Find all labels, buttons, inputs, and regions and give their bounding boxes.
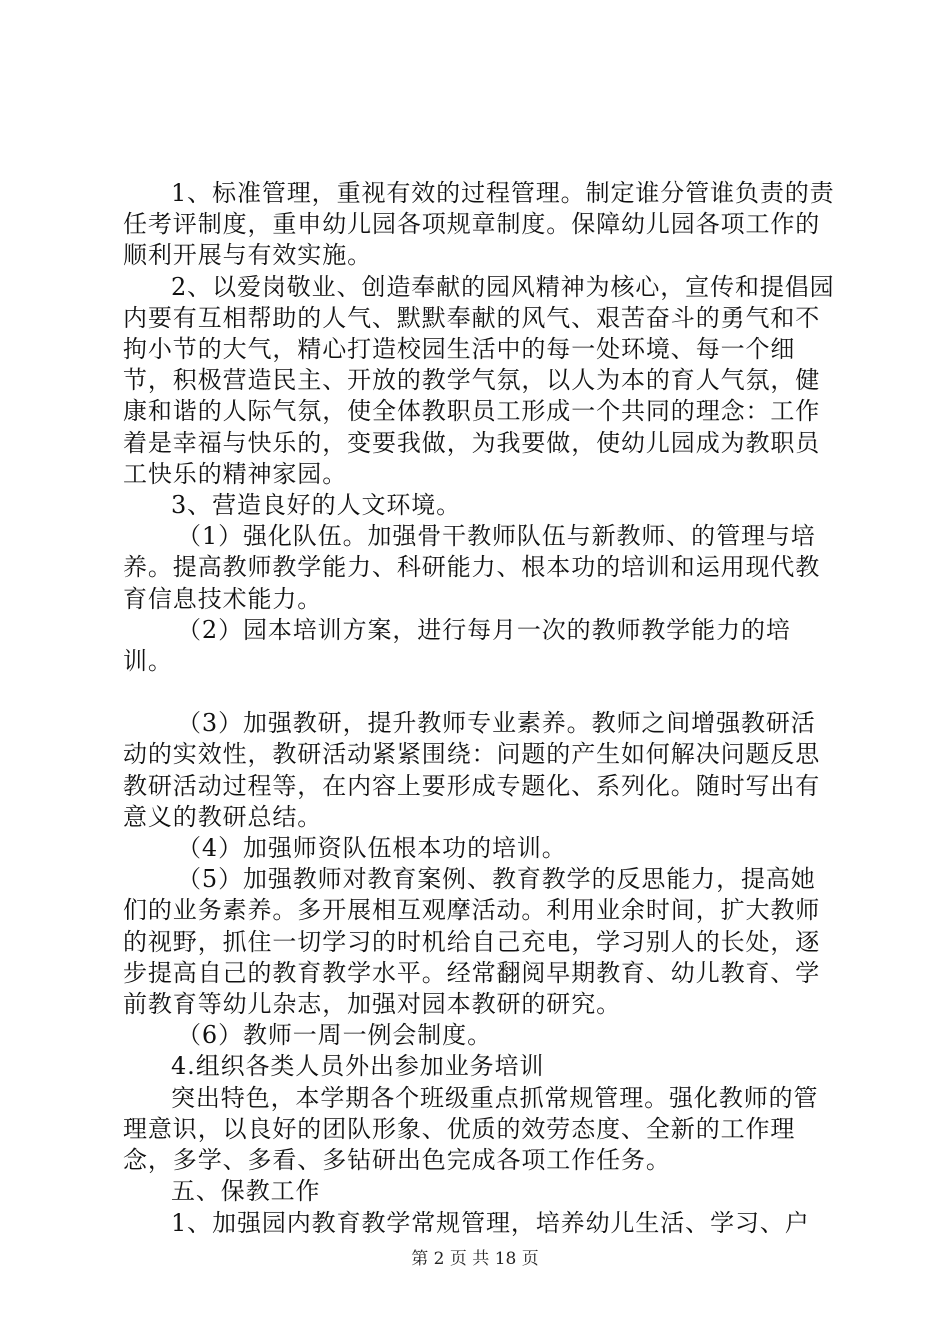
document-body (123, 178, 835, 1239)
paragraph-item-4: （4）加强师资队伍根本功的培训。 (177, 834, 567, 863)
paragraph-external-training: 4.组织各类人员外出参加业务培训 (171, 1052, 545, 1081)
paragraph-standard-management: 1、标准管理，重视有效的过程管理。制定谁分管谁负责的责任考评制度，重申幼儿园各项规章制度。保障幼儿园各项工作的顺利开展与有效实施。 (123, 179, 835, 270)
paragraph-garden-spirit: 2、以爱岗敬业、创造奉献的园风精神为核心，宣传和提倡园内要有互相帮助的人气、默默奉献的风气、艰苦奋斗的勇气和不拘小节的大气，精心打造校园生活中的每一处环境、每一个细节，积极营造民主、开放的教学气氛，以人为本的育人气氛，健康和谐的人际气氛，使全体教职员工形成一个共同的理念：工作着是幸福与快乐的，变要我做，为我要做，使幼儿园成为教职员工快乐的精神家园。 (123, 272, 835, 488)
paragraph-highlight-features: 突出特色，本学期各个班级重点抓常规管理。强化教师的管理意识，以良好的团队形象、优质的效劳态度、全新的工作理念，多学、多看、多钻研出色完成各项工作任务。 (123, 1083, 819, 1175)
page-number-footer: 第 2 页 共 18 页 (411, 1249, 539, 1269)
paragraph-gap (123, 677, 835, 708)
paragraph-item-1: （1）强化队伍。加强骨干教师队伍与新教师、的管理与培养。提高教师教学能力、科研能力、根本功的培训和运用现代教育信息技术能力。 (123, 522, 821, 613)
paragraph-item-6: （6）教师一周一例会制度。 (177, 1021, 492, 1050)
paragraph-item-5: （5）加强教师对教育案例、教育教学的反思能力，提高她们的业务素养。多开展相互观摩活动。利用业余时间，扩大教师的视野，抓住一切学习的时机给自己充电，学习别人的长处，逐步提高自己的教育教学水平。经常翻阅早期教育、幼儿教育、学前教育等幼儿杂志，加强对园本教研的研究。 (123, 865, 821, 1019)
paragraph-item-3: （3）加强教研，提升教师专业素养。教师之间增强教研活动的实效性，教研活动紧紧围绕：问题的产生如何解决问题反思教研活动过程等，在内容上要形成专题化、系列化。随时写出有意义的教研总结。 (123, 709, 821, 831)
paragraph-humanistic-environment: 3、营造良好的人文环境。 (171, 491, 462, 520)
paragraph-teaching-routine: 1、加强园内教育教学常规管理，培养幼儿生活、学习、户 (171, 1208, 810, 1237)
paragraph-item-2: （2）园本培训方案，进行每月一次的教师教学能力的培训。 (123, 615, 791, 676)
section-heading-care-education: 五、保教工作 (171, 1177, 321, 1206)
